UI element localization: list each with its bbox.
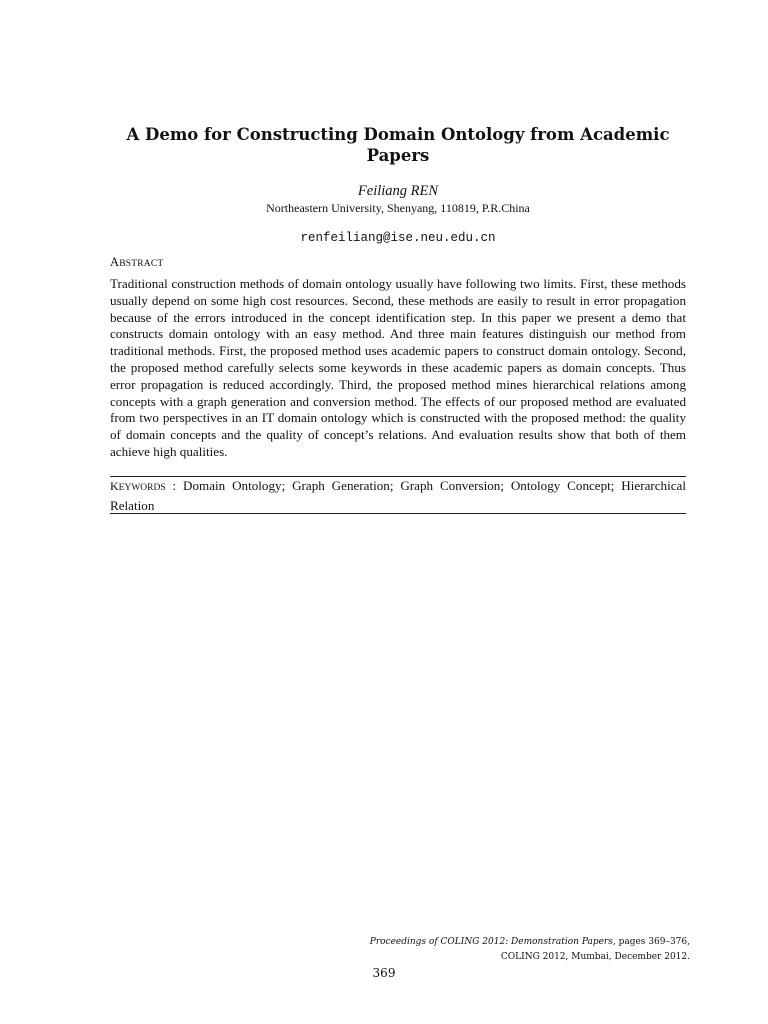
proceedings-venue: COLING 2012, Mumbai, December 2012. bbox=[500, 952, 690, 962]
keywords-separator: : bbox=[165, 478, 184, 493]
abstract-heading-rest: BSTRACT bbox=[119, 259, 164, 269]
page-number: 369 bbox=[372, 966, 396, 980]
author-affiliation: Northeastern University, Shenyang, 110819, P.R.China bbox=[266, 201, 530, 215]
proceedings-title: Proceedings of COLING 2012: Demonstration Papers bbox=[369, 937, 613, 947]
abstract-text: Traditional construction methods of domain ontology usually have following two limits. First, these methods usually depend on some high cost resources. Second, these methods are easily to result in error propagation because of the errors introduced in the concept identification step. In this paper we present a demo that constructs domain ontology with an easy method. And three main features distinguish our method from traditional methods. First, the proposed method uses academic papers to construct domain ontology. Second, the proposed method carefully selects some keywords in these academic papers as domain concepts. Thus error propagation is reduced accordingly. Third, the proposed method mines hierarchical relations among concepts with a graph generation and conversion method. The effects of our proposed method are evaluated from two perspectives in an IT domain ontology which is constructed with the proposed method: the quality of domain concepts and the quality of concept’s relations. And evaluation results show that both of them achieve high qualities. bbox=[110, 276, 686, 459]
author-email: renfeiliang@ise.neu.edu.cn bbox=[300, 231, 496, 245]
keywords-bottom-rule bbox=[110, 513, 686, 514]
proceedings-footer bbox=[370, 935, 690, 965]
author-name: Feiliang REN bbox=[357, 183, 439, 199]
keywords-text: Domain Ontology; Graph Generation; Graph Conversion; Ontology Concept; Hierarchical Relation bbox=[110, 478, 687, 513]
keywords-heading bbox=[110, 479, 166, 493]
keywords-heading-initial: K bbox=[110, 479, 119, 493]
abstract-heading bbox=[110, 255, 163, 270]
paper-title: A Demo for Constructing Domain Ontology from Academic Papers bbox=[126, 125, 670, 165]
abstract-heading-initial: A bbox=[110, 255, 120, 269]
proceedings-pages: , pages 369–376, bbox=[612, 937, 690, 947]
proceedings-line bbox=[370, 935, 690, 950]
keywords-heading-rest: EYWORDS bbox=[118, 483, 166, 493]
keywords-block bbox=[110, 477, 686, 514]
